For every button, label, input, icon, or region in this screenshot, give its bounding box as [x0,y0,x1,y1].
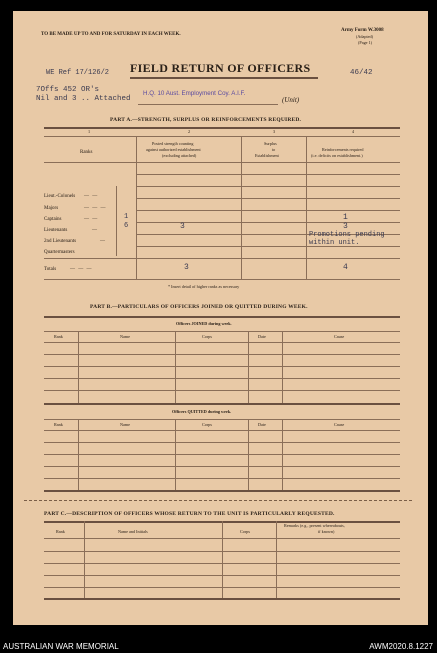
footnote: * Insert detail of higher ranks as necessary [168,284,240,289]
reinf-captains: 1 [343,213,348,222]
joined-col-rank: Rank [54,334,63,339]
reinf-note-2: within unit. [309,239,360,247]
reinf-total: 4 [343,263,348,272]
col-num-3: 3 [273,129,276,134]
ranks-header: Ranks [80,150,93,155]
strength-line-1: 7Offs 452 OR's [36,86,100,94]
part-a-title: PART A.—STRENGTH, SURPLUS OR REINFORCEMENTS REQUIRED. [110,117,302,123]
footer-accession: AWM2020.8.1227 [369,642,433,651]
joined-title: Officers JOINED during week. [176,321,232,326]
quitted-col-date: Date [258,422,266,427]
rank-lieutenants: Lieutenants [44,228,68,233]
title-underline [130,77,318,79]
surplus-header-3: Establishment [255,153,279,158]
part-c-title: PART C.—DESCRIPTION OF OFFICERS WHOSE RETURN TO THE UNIT IS PARTICULARLY REQUESTED. [44,511,335,517]
form-page: (Page 1) [358,40,373,45]
part-c-remarks-2: if known) [318,529,335,534]
reinf-lieutenants: 3 [343,222,348,231]
joined-col-cause: Cause [334,334,345,339]
unit-line [138,104,278,105]
part-c-col-rank: Rank [56,529,65,534]
posted-header-3: (excluding attached) [162,153,197,158]
part-c-col-corps: Corps [240,529,251,534]
footer-source: AUSTRALIAN WAR MEMORIAL [3,642,119,651]
quitted-col-cause: Cause [334,422,345,427]
col-num-4: 4 [352,129,355,134]
top-note: TO BE MADE UP TO AND FOR SATURDAY IN EACH WEEK. [41,32,181,37]
auth-captains: 1 [124,213,129,221]
return-number: 46/42 [350,69,373,77]
posted-header-2: against authorized establishment [146,147,201,152]
quitted-col-name: Name [120,422,130,427]
strength-line-2: Nil and 3 .. Attached [36,95,131,103]
part-b-title: PART B.—PARTICULARS OF OFFICERS JOINED OR QUITTED DURING WEEK. [90,304,308,310]
joined-col-corps: Corps [202,334,213,339]
rank-lieut-colonels: Lieut.-Colonels [44,194,76,199]
rank-captains: Captains [44,217,62,222]
auth-lieutenants: 6 [124,222,129,230]
rank-quartermasters: Quartermasters [44,250,75,255]
unit-label: (Unit) [282,96,300,104]
part-c-remarks-1: Remarks (e.g., present whereabouts, [284,523,345,528]
joined-col-name: Name [120,334,130,339]
unit-stamp: H.Q. 10 Aust. Employment Coy. A.I.F. [143,90,246,97]
surplus-header-1: Surplus [264,141,277,146]
rank-2nd-lieutenants: 2nd Lieutenants [44,239,77,244]
fold-line [24,500,412,501]
posted-header-1: Posted strength counting [152,141,194,146]
footer-bar [0,638,437,653]
totals-label: Totals [44,267,57,272]
col-num-1: 1 [88,129,91,134]
joined-col-date: Date [258,334,266,339]
page-title: FIELD RETURN OF OFFICERS [130,61,311,75]
part-c-col-name: Name and Initials [118,529,148,534]
posted-lieutenants: 3 [180,222,185,231]
reinf-header-1: Reinforcements required [322,147,364,152]
quitted-col-corps: Corps [202,422,213,427]
reference: WE Ref 17/126/2 [46,69,110,77]
form-number: Army Form W.3008 [341,28,384,33]
reinf-header-2: (i.e. deficits on establishment.) [311,153,363,158]
surplus-header-2: to [272,147,276,152]
posted-total: 3 [184,263,189,272]
rank-majors: Majors [44,206,59,211]
quitted-title: Officers QUITTED during week. [172,409,232,414]
form-adapted: (Adapted) [356,34,373,39]
reinf-note-1: Promotions pending [309,231,385,239]
quitted-col-rank: Rank [54,422,63,427]
col-num-2: 2 [188,129,191,134]
